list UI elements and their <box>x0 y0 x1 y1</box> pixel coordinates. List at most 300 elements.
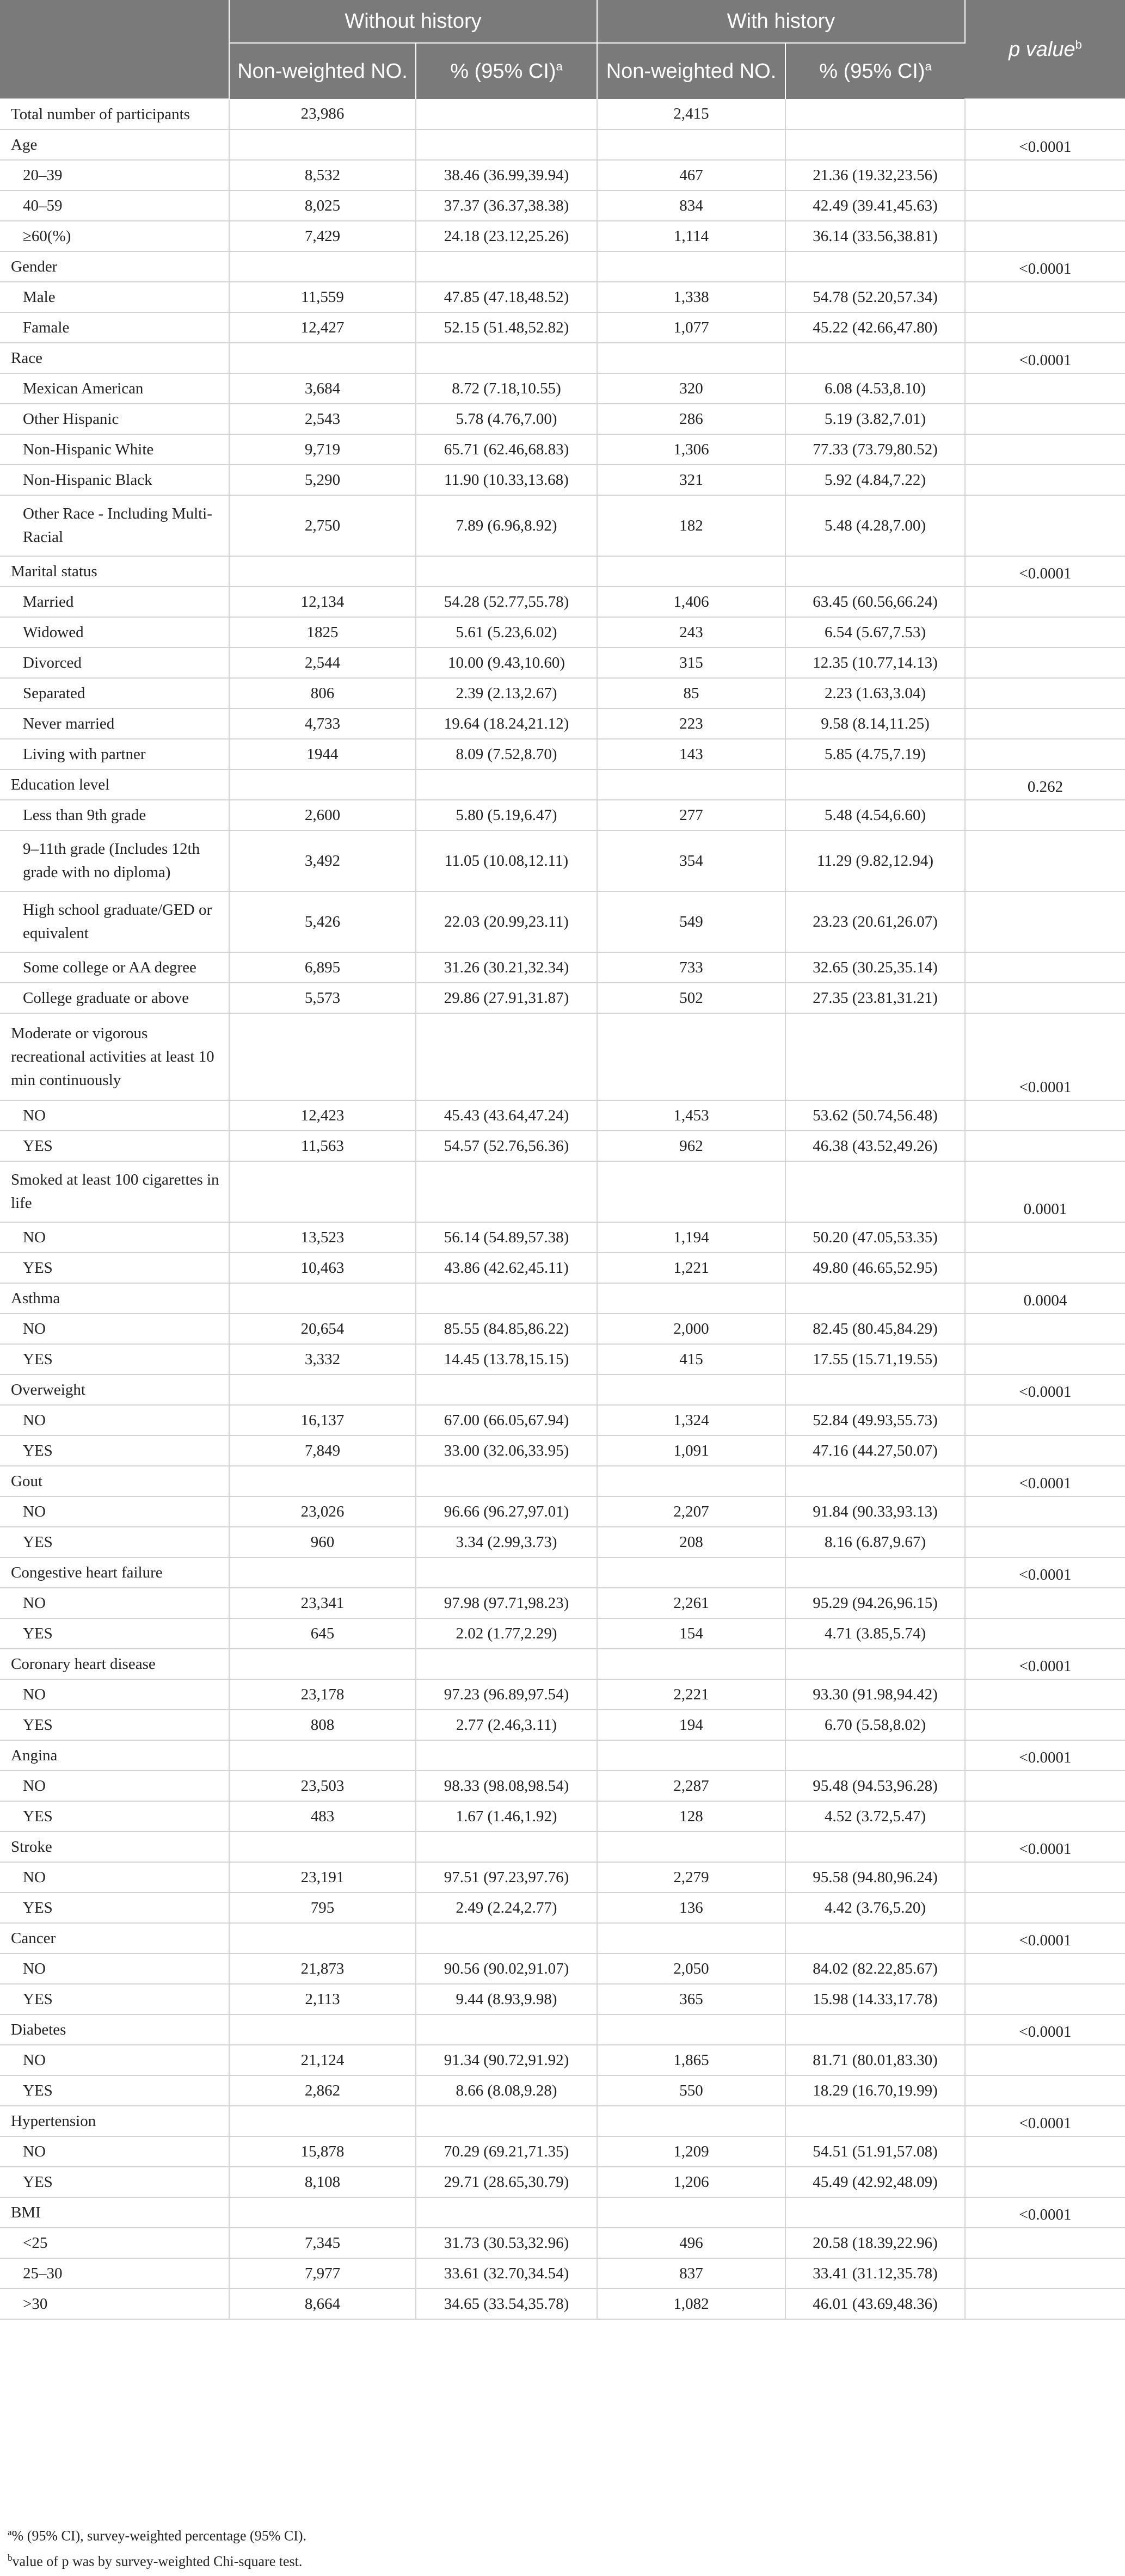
p-value: <0.0001 <box>965 251 1125 282</box>
p-value <box>965 434 1125 465</box>
table-row <box>0 2045 1125 2075</box>
without-history-count: 3,332 <box>229 1344 416 1375</box>
without-history-percent <box>416 1832 597 1862</box>
with-history-percent <box>785 1740 965 1771</box>
with-history-percent: 11.29 (9.82,12.94) <box>785 830 965 891</box>
group-header-row <box>0 251 1125 282</box>
without-history-count <box>229 130 416 160</box>
with-history-percent: 49.80 (46.65,52.95) <box>785 1253 965 1283</box>
with-history-percent: 77.33 (73.79,80.52) <box>785 434 965 465</box>
group-header-row <box>0 1466 1125 1496</box>
header-blank-cell <box>0 0 229 99</box>
with-history-percent <box>785 1375 965 1405</box>
p-value: 0.262 <box>965 769 1125 800</box>
table-row <box>0 1222 1125 1253</box>
header-p-value <box>965 0 1125 99</box>
table-row <box>0 952 1125 983</box>
with-history-percent: 46.38 (43.52,49.26) <box>785 1131 965 1161</box>
without-history-count: 10,463 <box>229 1253 416 1283</box>
with-history-count: 415 <box>597 1344 785 1375</box>
with-history-count <box>597 1283 785 1314</box>
p-value <box>965 1344 1125 1375</box>
without-history-count: 8,532 <box>229 160 416 190</box>
group-header-row <box>0 130 1125 160</box>
without-history-percent: 2.77 (2.46,3.11) <box>416 1710 597 1740</box>
p-value-label: p value <box>1009 38 1075 61</box>
group-header-row <box>0 1649 1125 1679</box>
table-row <box>0 617 1125 648</box>
row-label: YES <box>0 1253 229 1283</box>
with-history-percent <box>785 1161 965 1222</box>
row-label: YES <box>0 2167 229 2197</box>
with-history-percent: 36.14 (33.56,38.81) <box>785 221 965 251</box>
table-row <box>0 2136 1125 2167</box>
with-history-percent: 33.41 (31.12,35.78) <box>785 2258 965 2289</box>
with-history-percent <box>785 556 965 587</box>
without-history-count: 5,290 <box>229 465 416 495</box>
row-label: Angina <box>0 1740 229 1771</box>
with-history-count: 1,091 <box>597 1435 785 1466</box>
without-history-percent: 85.55 (84.85,86.22) <box>416 1314 597 1344</box>
row-label: YES <box>0 1984 229 2014</box>
without-history-count <box>229 1557 416 1588</box>
p-value <box>965 830 1125 891</box>
without-history-count: 5,426 <box>229 891 416 952</box>
with-history-percent: 63.45 (60.56,66.24) <box>785 587 965 617</box>
without-history-count <box>229 1161 416 1222</box>
p-value <box>965 2075 1125 2106</box>
with-history-count <box>597 1557 785 1588</box>
p-value: <0.0001 <box>965 1740 1125 1771</box>
p-value <box>965 1679 1125 1710</box>
with-history-percent: 5.85 (4.75,7.19) <box>785 739 965 769</box>
table-row <box>0 1314 1125 1344</box>
p-value <box>965 587 1125 617</box>
row-label: Some college or AA degree <box>0 952 229 983</box>
with-history-count: 1,206 <box>597 2167 785 2197</box>
p-value <box>965 2167 1125 2197</box>
without-history-percent: 11.90 (10.33,13.68) <box>416 465 597 495</box>
row-label: YES <box>0 1435 229 1466</box>
without-history-percent: 2.39 (2.13,2.67) <box>416 678 597 708</box>
table-row <box>0 1862 1125 1893</box>
p-value <box>965 2258 1125 2289</box>
row-label: NO <box>0 1953 229 1984</box>
without-history-count <box>229 251 416 282</box>
table-row <box>0 160 1125 190</box>
p-value <box>965 2289 1125 2319</box>
with-history-percent: 20.58 (18.39,22.96) <box>785 2228 965 2258</box>
table-row <box>0 1435 1125 1466</box>
row-label: YES <box>0 1618 229 1649</box>
with-history-count: 154 <box>597 1618 785 1649</box>
p-value <box>965 1496 1125 1527</box>
with-history-percent: 54.51 (51.91,57.08) <box>785 2136 965 2167</box>
without-history-percent <box>416 1375 597 1405</box>
with-history-count: 962 <box>597 1131 785 1161</box>
with-history-percent: 4.52 (3.72,5.47) <box>785 1801 965 1832</box>
row-label: 20–39 <box>0 160 229 190</box>
without-history-count: 2,750 <box>229 495 416 556</box>
group-header-row <box>0 2106 1125 2136</box>
footnote-text: value of p was by survey-weighted Chi-square test. <box>12 2553 303 2569</box>
footnotes <box>8 2522 306 2572</box>
with-history-count: 315 <box>597 648 785 678</box>
without-history-percent: 2.02 (1.77,2.29) <box>416 1618 597 1649</box>
with-history-count: 1,453 <box>597 1100 785 1131</box>
with-history-count: 549 <box>597 891 785 952</box>
row-label: Moderate or vigorous recreational activities at least 10 min continuously <box>0 1013 229 1100</box>
row-label: Diabetes <box>0 2014 229 2045</box>
row-label: Total number of participants <box>0 99 229 130</box>
with-history-count: 502 <box>597 983 785 1013</box>
p-value <box>965 1314 1125 1344</box>
with-history-percent: 23.23 (20.61,26.07) <box>785 891 965 952</box>
with-history-percent: 27.35 (23.81,31.21) <box>785 983 965 1013</box>
table-row <box>0 2075 1125 2106</box>
without-history-percent: 31.73 (30.53,32.96) <box>416 2228 597 2258</box>
footnote-marker: b <box>8 2552 13 2563</box>
without-history-percent: 29.71 (28.65,30.79) <box>416 2167 597 2197</box>
p-value <box>965 495 1125 556</box>
row-label: YES <box>0 1801 229 1832</box>
without-history-percent: 47.85 (47.18,48.52) <box>416 282 597 312</box>
table-row <box>0 2258 1125 2289</box>
without-history-count <box>229 1923 416 1953</box>
with-history-count <box>597 2014 785 2045</box>
table-row <box>0 2228 1125 2258</box>
p-value <box>965 1771 1125 1801</box>
with-history-count: 128 <box>597 1801 785 1832</box>
without-history-percent: 33.00 (32.06,33.95) <box>416 1435 597 1466</box>
row-label: NO <box>0 1405 229 1435</box>
with-history-count: 1,338 <box>597 282 785 312</box>
table-row <box>0 495 1125 556</box>
table-row <box>0 465 1125 495</box>
p-value <box>965 739 1125 769</box>
without-history-count <box>229 1740 416 1771</box>
with-history-count <box>597 1740 785 1771</box>
group-header-row <box>0 556 1125 587</box>
p-value <box>965 2136 1125 2167</box>
with-history-count: 834 <box>597 190 785 221</box>
without-history-percent <box>416 2197 597 2228</box>
table-row <box>0 1801 1125 1832</box>
without-history-count: 12,423 <box>229 1100 416 1131</box>
row-label: YES <box>0 1527 229 1557</box>
with-history-percent: 95.48 (94.53,96.28) <box>785 1771 965 1801</box>
without-history-percent: 8.66 (8.08,9.28) <box>416 2075 597 2106</box>
without-history-percent <box>416 1013 597 1100</box>
with-history-percent <box>785 1557 965 1588</box>
footnote-text: % (95% CI), survey-weighted percentage (95% CI). <box>11 2528 307 2544</box>
row-label: NO <box>0 1496 229 1527</box>
p-value: <0.0001 <box>965 2014 1125 2045</box>
without-history-percent: 38.46 (36.99,39.94) <box>416 160 597 190</box>
without-history-count <box>229 1013 416 1100</box>
table-row <box>0 800 1125 830</box>
p-value <box>965 2228 1125 2258</box>
without-history-count: 808 <box>229 1710 416 1740</box>
with-history-count: 1,406 <box>597 587 785 617</box>
without-history-percent <box>416 251 597 282</box>
without-history-count: 6,895 <box>229 952 416 983</box>
without-history-percent: 52.15 (51.48,52.82) <box>416 312 597 343</box>
with-history-percent <box>785 2106 965 2136</box>
with-history-count: 277 <box>597 800 785 830</box>
table-row <box>0 99 1125 130</box>
without-history-count: 8,664 <box>229 2289 416 2319</box>
without-history-percent <box>416 556 597 587</box>
without-history-count <box>229 1283 416 1314</box>
p-value <box>965 800 1125 830</box>
without-history-count: 1825 <box>229 617 416 648</box>
p-value <box>965 952 1125 983</box>
p-value: <0.0001 <box>965 1013 1125 1100</box>
with-history-percent: 95.29 (94.26,96.15) <box>785 1588 965 1618</box>
group-header-row <box>0 1557 1125 1588</box>
p-value: <0.0001 <box>965 1832 1125 1862</box>
with-history-percent: 5.48 (4.28,7.00) <box>785 495 965 556</box>
with-history-percent: 93.30 (91.98,94.42) <box>785 1679 965 1710</box>
percent-footnote-marker: a <box>556 59 563 73</box>
group-header-row <box>0 1832 1125 1862</box>
with-history-count: 1,082 <box>597 2289 785 2319</box>
with-history-percent: 4.71 (3.85,5.74) <box>785 1618 965 1649</box>
row-label: Other Race - Including Multi-Racial <box>0 495 229 556</box>
p-value <box>965 465 1125 495</box>
without-history-count: 806 <box>229 678 416 708</box>
p-value <box>965 1222 1125 1253</box>
without-history-percent <box>416 99 597 130</box>
without-history-percent: 97.51 (97.23,97.76) <box>416 1862 597 1893</box>
with-history-percent: 91.84 (90.33,93.13) <box>785 1496 965 1527</box>
table-header <box>0 0 1125 99</box>
without-history-percent: 10.00 (9.43,10.60) <box>416 648 597 678</box>
row-label: Coronary heart disease <box>0 1649 229 1679</box>
without-history-percent: 31.26 (30.21,32.34) <box>416 952 597 983</box>
with-history-percent: 53.62 (50.74,56.48) <box>785 1100 965 1131</box>
without-history-percent <box>416 343 597 373</box>
header-percent-with <box>785 43 965 99</box>
p-value: <0.0001 <box>965 2106 1125 2136</box>
row-label: NO <box>0 1588 229 1618</box>
with-history-count: 733 <box>597 952 785 983</box>
without-history-percent: 1.67 (1.46,1.92) <box>416 1801 597 1832</box>
p-value <box>965 312 1125 343</box>
p-value <box>965 1131 1125 1161</box>
without-history-count: 795 <box>229 1893 416 1923</box>
with-history-count: 1,077 <box>597 312 785 343</box>
row-label: NO <box>0 1862 229 1893</box>
with-history-count: 1,221 <box>597 1253 785 1283</box>
without-history-count: 2,862 <box>229 2075 416 2106</box>
without-history-count: 2,113 <box>229 1984 416 2014</box>
without-history-count: 23,986 <box>229 99 416 130</box>
row-label: Age <box>0 130 229 160</box>
without-history-percent: 29.86 (27.91,31.87) <box>416 983 597 1013</box>
p-value: 0.0001 <box>965 1161 1125 1222</box>
row-label: Other Hispanic <box>0 404 229 434</box>
without-history-count: 9,719 <box>229 434 416 465</box>
with-history-count: 85 <box>597 678 785 708</box>
row-label: Married <box>0 587 229 617</box>
percent-label: % (95% CI) <box>819 60 925 83</box>
without-history-count: 11,559 <box>229 282 416 312</box>
row-label: ≥60(%) <box>0 221 229 251</box>
with-history-count: 182 <box>597 495 785 556</box>
table-row <box>0 1953 1125 1984</box>
row-label: Non-Hispanic White <box>0 434 229 465</box>
with-history-count: 208 <box>597 1527 785 1557</box>
row-label: NO <box>0 1771 229 1801</box>
footnote-b <box>8 2547 306 2573</box>
with-history-percent: 12.35 (10.77,14.13) <box>785 648 965 678</box>
with-history-count: 286 <box>597 404 785 434</box>
without-history-percent: 3.34 (2.99,3.73) <box>416 1527 597 1557</box>
without-history-count: 7,429 <box>229 221 416 251</box>
table-row <box>0 282 1125 312</box>
with-history-count: 223 <box>597 708 785 739</box>
without-history-count <box>229 1649 416 1679</box>
p-value <box>965 404 1125 434</box>
p-value-footnote-marker: b <box>1075 37 1082 51</box>
table-row <box>0 1405 1125 1435</box>
p-value <box>965 648 1125 678</box>
row-label: Non-Hispanic Black <box>0 465 229 495</box>
without-history-count: 21,873 <box>229 1953 416 1984</box>
without-history-percent: 65.71 (62.46,68.83) <box>416 434 597 465</box>
with-history-count: 354 <box>597 830 785 891</box>
with-history-count: 365 <box>597 1984 785 2014</box>
with-history-percent: 6.70 (5.58,8.02) <box>785 1710 965 1740</box>
p-value: <0.0001 <box>965 343 1125 373</box>
with-history-percent <box>785 1832 965 1862</box>
row-label: <25 <box>0 2228 229 2258</box>
with-history-percent <box>785 1649 965 1679</box>
with-history-percent <box>785 1466 965 1496</box>
with-history-count <box>597 2106 785 2136</box>
without-history-percent: 5.61 (5.23,6.02) <box>416 617 597 648</box>
without-history-percent: 45.43 (43.64,47.24) <box>416 1100 597 1131</box>
group-header-row <box>0 2014 1125 2045</box>
table-row <box>0 1131 1125 1161</box>
group-header-row <box>0 1283 1125 1314</box>
row-label: Stroke <box>0 1832 229 1862</box>
with-history-percent <box>785 99 965 130</box>
without-history-percent: 98.33 (98.08,98.54) <box>416 1771 597 1801</box>
table-row <box>0 830 1125 891</box>
without-history-percent: 8.09 (7.52,8.70) <box>416 739 597 769</box>
group-header-row <box>0 343 1125 373</box>
header-group-without-history: Without history <box>229 0 597 43</box>
without-history-count <box>229 1375 416 1405</box>
without-history-count: 3,492 <box>229 830 416 891</box>
with-history-count <box>597 251 785 282</box>
without-history-count: 7,849 <box>229 1435 416 1466</box>
header-nonweighted-with: Non-weighted NO. <box>597 43 785 99</box>
p-value <box>965 190 1125 221</box>
row-label: Less than 9th grade <box>0 800 229 830</box>
p-value <box>965 373 1125 404</box>
without-history-count: 1944 <box>229 739 416 769</box>
p-value <box>965 1618 1125 1649</box>
row-label: YES <box>0 1131 229 1161</box>
with-history-count: 1,306 <box>597 434 785 465</box>
table-row <box>0 373 1125 404</box>
header-percent-without <box>416 43 597 99</box>
without-history-percent: 54.28 (52.77,55.78) <box>416 587 597 617</box>
without-history-count: 960 <box>229 1527 416 1557</box>
with-history-count: 194 <box>597 1710 785 1740</box>
with-history-percent <box>785 251 965 282</box>
without-history-count: 5,573 <box>229 983 416 1013</box>
with-history-percent: 5.92 (4.84,7.22) <box>785 465 965 495</box>
with-history-count: 1,209 <box>597 2136 785 2167</box>
table-row <box>0 1100 1125 1131</box>
with-history-percent: 82.45 (80.45,84.29) <box>785 1314 965 1344</box>
table-row <box>0 1679 1125 1710</box>
row-label: Divorced <box>0 648 229 678</box>
with-history-percent: 84.02 (82.22,85.67) <box>785 1953 965 1984</box>
row-label: College graduate or above <box>0 983 229 1013</box>
with-history-percent: 45.49 (42.92,48.09) <box>785 2167 965 2197</box>
without-history-percent: 90.56 (90.02,91.07) <box>416 1953 597 1984</box>
with-history-percent <box>785 2197 965 2228</box>
without-history-percent: 96.66 (96.27,97.01) <box>416 1496 597 1527</box>
group-header-row <box>0 2197 1125 2228</box>
row-label: Living with partner <box>0 739 229 769</box>
footnote-a <box>8 2522 306 2547</box>
p-value <box>965 160 1125 190</box>
group-header-row <box>0 1161 1125 1222</box>
with-history-percent <box>785 343 965 373</box>
without-history-count: 20,654 <box>229 1314 416 1344</box>
row-label: NO <box>0 2045 229 2075</box>
with-history-percent <box>785 1923 965 1953</box>
group-header-row <box>0 1013 1125 1100</box>
without-history-count: 483 <box>229 1801 416 1832</box>
p-value <box>965 708 1125 739</box>
table-row <box>0 891 1125 952</box>
without-history-percent <box>416 1557 597 1588</box>
row-label: YES <box>0 1710 229 1740</box>
without-history-percent: 24.18 (23.12,25.26) <box>416 221 597 251</box>
with-history-percent: 4.42 (3.76,5.20) <box>785 1893 965 1923</box>
without-history-count <box>229 343 416 373</box>
without-history-count: 23,178 <box>229 1679 416 1710</box>
p-value <box>965 2045 1125 2075</box>
without-history-percent: 9.44 (8.93,9.98) <box>416 1984 597 2014</box>
p-value <box>965 678 1125 708</box>
with-history-percent: 50.20 (47.05,53.35) <box>785 1222 965 1253</box>
row-label: Cancer <box>0 1923 229 1953</box>
p-value <box>965 1405 1125 1435</box>
p-value: <0.0001 <box>965 1649 1125 1679</box>
without-history-count <box>229 2106 416 2136</box>
row-label: High school graduate/GED or equivalent <box>0 891 229 952</box>
group-header-row <box>0 1923 1125 1953</box>
without-history-percent: 54.57 (52.76,56.36) <box>416 1131 597 1161</box>
table-row <box>0 434 1125 465</box>
row-label: NO <box>0 1314 229 1344</box>
row-label: Race <box>0 343 229 373</box>
without-history-percent: 11.05 (10.08,12.11) <box>416 830 597 891</box>
table-row <box>0 1344 1125 1375</box>
table-row <box>0 739 1125 769</box>
table-row <box>0 221 1125 251</box>
without-history-percent <box>416 2014 597 2045</box>
